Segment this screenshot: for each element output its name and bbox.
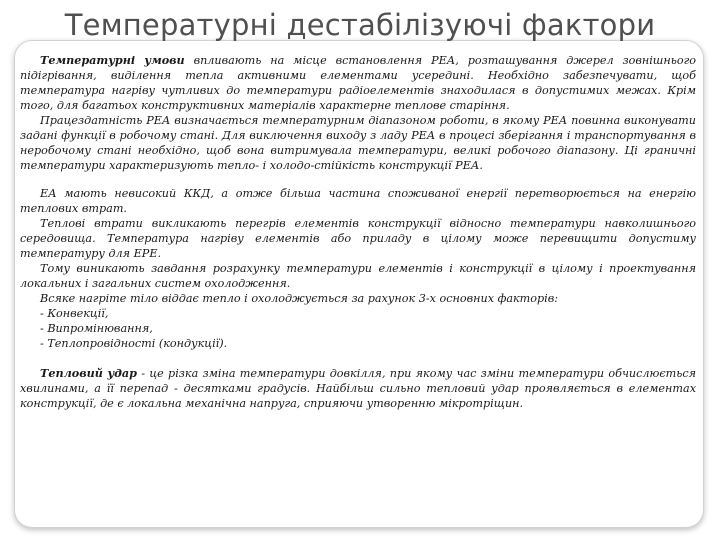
paragraph-operability: Працездатність РЕА визначається температурним діапазоном роботи, в якому РЕА повинна виконувати задані функції в робочому стані. Для виключення виходу з ладу РЕА в процесі зберігання і транспортування в неробочому стані необхідно, щоб вона витримувала температури, великі робочого діапазону. Ці граничні температури характеризують тепло- і холодо-стійкість конструкції РЕА. xyxy=(20,114,696,172)
paragraph-thermal-shock xyxy=(20,366,696,411)
slide-body xyxy=(20,53,696,411)
slide-title: Температурні дестабілізуючі фактори xyxy=(64,8,656,42)
paragraph-cooling-tasks: Тому виникають завдання розрахунку температури елементів і конструкції в цілому і проектування локальних і загальних систем охолодження. xyxy=(20,262,696,290)
paragraph-efficiency: ЕА мають невисокий ККД, а отже більша частина споживаної енергії перетворюється на енергію теплових втрат. xyxy=(20,187,696,215)
paragraph-cooling-factors: Всяке нагріте тіло віддає тепло і охолоджується за рахунок 3-х основних факторів: xyxy=(40,292,559,305)
spacer xyxy=(20,351,696,366)
list-item: - Теплопровідності (кондукції). xyxy=(40,337,228,350)
paragraph-temperature-conditions xyxy=(20,53,696,113)
term-thermal-shock: Тепловий удар xyxy=(40,366,138,380)
list-item: - Випромінювання, xyxy=(40,322,153,335)
list-item: - Конвекції, xyxy=(40,307,109,320)
paragraph-text: впливають на місце встановлення РЕА, розташування джерел зовнішнього підігрівання, виділення тепла активними елементами усередині. Необхідно забезпечувати, щоб температура нагріву чутливих до температури радіоелементів знаходилася в допустимих межах. Крім того, для багатьох конструктивних матеріалів характерне теплове старіння. xyxy=(20,54,696,112)
term-temperature-conditions: Температурні умови xyxy=(40,53,185,67)
paragraph-text: - це різка зміна температури довкілля, при якому час зміни температури обчислюється хвилинами, а її перепад - десятками градусів. Найбільш сильно тепловий удар проявляється в елементах конструкції, де є локальна механічна напруга, сприяючи утворенню мікротріщин. xyxy=(20,367,697,410)
spacer xyxy=(20,173,696,186)
paragraph-heat-losses: Теплові втрати викликають перегрів елементів конструкції відносно температури навколишнього середовища. Температура нагріву елементів або приладу в цілому може перевищити допустиму температуру для ЕРЕ. xyxy=(20,217,696,260)
